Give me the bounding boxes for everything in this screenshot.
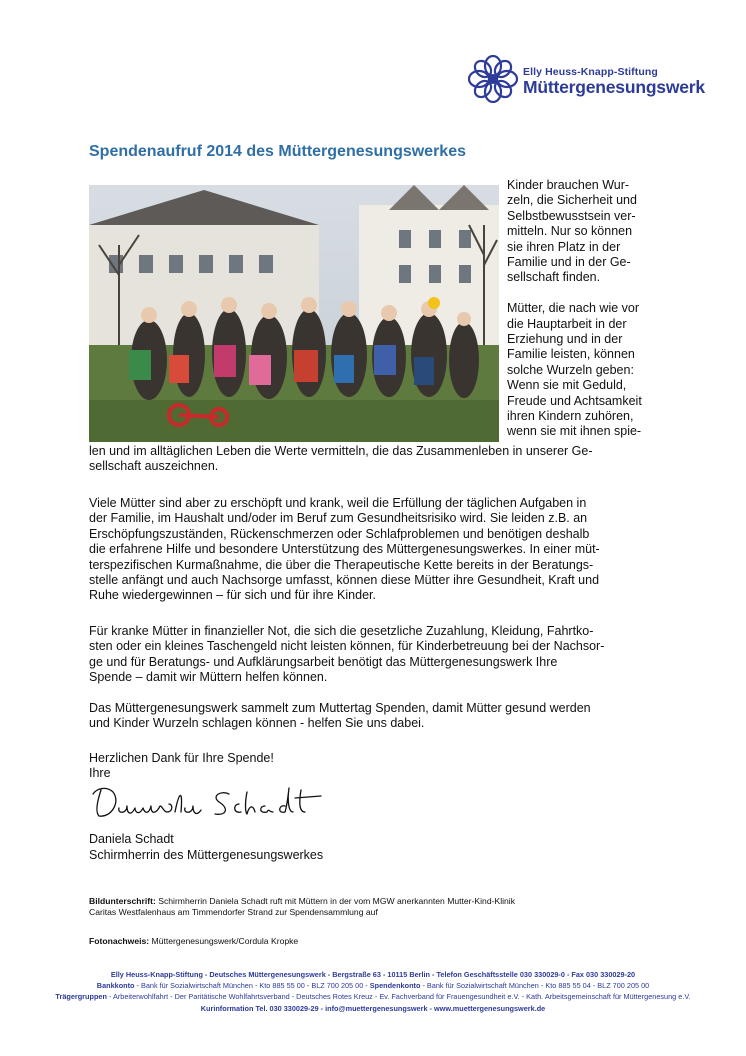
signatory-name: Daniela Schadt bbox=[89, 832, 174, 846]
body-paragraph: Viele Mütter sind aber zu erschöpft und krank, weil die Erfüllung der täglichen Aufgaben in der Familie, im Haushalt und/oder im Beruf zum Gesundheitsrisiko wird. Sie leiden z.B. an Erschöpfungszuständen, Rückenschmerzen oder Schlafproblemen und benötigen deshalb die erfahrene Hilfe und besondere Unterstützung des Müttergenesungswerkes. In einer müt- terspezifischen Kurmaßnahme, die über die Therapeutische Kette bereits in der Beratungs- stelle anfängt und auch Nachsorge umfasst, können diese Mütter ihre Gesundheit, Kraft und Ruhe wiedergewinnen – für sich und für ihre Kinder. bbox=[89, 496, 600, 603]
logo-organization-name: Müttergenesungswerk bbox=[523, 77, 705, 97]
footer-bank-text: - Bank für Sozialwirtschaft München - Kto 885 55 00 - BLZ 700 205 00 - bbox=[134, 981, 370, 991]
photo-caption bbox=[89, 896, 515, 918]
footer-contact-line: Kurinformation Tel. 030 330029-29 - info@muettergenesungswerk - www.muettergenesungswerk.de bbox=[200, 1003, 546, 1013]
intro-text-column bbox=[507, 178, 657, 455]
footer bbox=[0, 969, 746, 1014]
logo bbox=[468, 55, 708, 105]
footer-donation-text: - Bank für Sozialwirtschaft München - Kto 885 55 04 - BLZ 700 205 00 bbox=[420, 981, 650, 991]
footer-sponsors-text: - Arbeiterwohlfahrt - Der Paritätische Wohlfahrtsverband - Deutsches Rotes Kreuz - Ev. Fachverband für Frauengesundheit e.V. - Kath. Arbeitsgemeinschaft für Müttergenesung e.V. bbox=[106, 992, 691, 1002]
photo-caption-text: Schirmherrin Daniela Schadt ruft mit Müttern in der vom MGW anerkannten Mutter-Kind-Klinik Caritas Westfalenhaus am Timmendorfer Strand zur Spendensammlung auf bbox=[89, 896, 516, 917]
footer-address-line: Elly Heuss-Knapp-Stiftung - Deutsches Müttergenesungswerk - Bergstraße 63 - 10115 Berlin - Telefon Geschäftsstelle 030 330029-0 - Fax 030 330029-20 bbox=[110, 970, 636, 979]
photo-credit bbox=[89, 936, 298, 947]
footer-sponsors-label: Trägergruppen bbox=[55, 992, 107, 1002]
group-photo-illustration bbox=[89, 185, 499, 442]
photo-credit-label: Fotonachweis: bbox=[89, 936, 150, 946]
body-paragraph: Für kranke Mütter in finanzieller Not, die sich die gesetzliche Zuzahlung, Kleidung, Fahrtko- sten oder ein kleines Taschengeld nicht leisten können, für Kinderbetreuung bei der Nachsor- ge und für Beratungs- und Aufklärungsarbeit benötigt das Müttergenesungswerk Ihre Spende – damit wir Müttern helfen können. bbox=[89, 624, 605, 685]
photo-credit-text: Müttergenesungswerk/Cordula Kropke bbox=[149, 936, 299, 946]
footer-sponsors-line bbox=[0, 991, 746, 1002]
signatory-role: Schirmherrin des Müttergenesungswerkes bbox=[89, 848, 324, 862]
footer-donation-label: Spendenkonto bbox=[369, 981, 421, 991]
closing-thanks: Herzlichen Dank für Ihre Spende! bbox=[89, 751, 274, 765]
page-title: Spendenaufruf 2014 des Müttergenesungswerkes bbox=[89, 143, 466, 160]
logo-foundation-name: Elly Heuss-Knapp-Stiftung bbox=[523, 66, 658, 78]
body-paragraph: Das Müttergenesungswerk sammelt zum Muttertag Spenden, damit Mütter gesund werden und Kinder Wurzeln schlagen können - helfen Sie uns dabei. bbox=[89, 701, 591, 731]
intro-paragraph: Kinder brauchen Wur- zeln, die Sicherheit und Selbstbewusstsein ver- mitteln. Nur so können sie ihren Platz in der Familie und in der Ge- sellschaft finden. bbox=[507, 178, 637, 285]
handwritten-signature bbox=[89, 782, 349, 822]
footer-bank-line bbox=[0, 980, 746, 991]
footer-bank-label: Bankkonto bbox=[96, 981, 135, 991]
group-photo bbox=[89, 185, 499, 442]
body-paragraph: len und im alltäglichen Leben die Werte vermitteln, die das Zusammenleben in unserer Ge- sellschaft auszeichnen. bbox=[89, 444, 593, 474]
photo-caption-label: Bildunterschrift: bbox=[89, 896, 156, 906]
intro-paragraph: Mütter, die nach wie vor die Hauptarbeit in der Erziehung und in der Familie leisten, können solche Wurzeln geben: Wenn sie mit Geduld, Freude und Achtsamkeit ihren Kindern zuhören, wenn sie mit ihnen spie- bbox=[507, 301, 642, 439]
flower-logo-icon bbox=[468, 55, 518, 103]
closing-ihre: Ihre bbox=[89, 766, 111, 780]
